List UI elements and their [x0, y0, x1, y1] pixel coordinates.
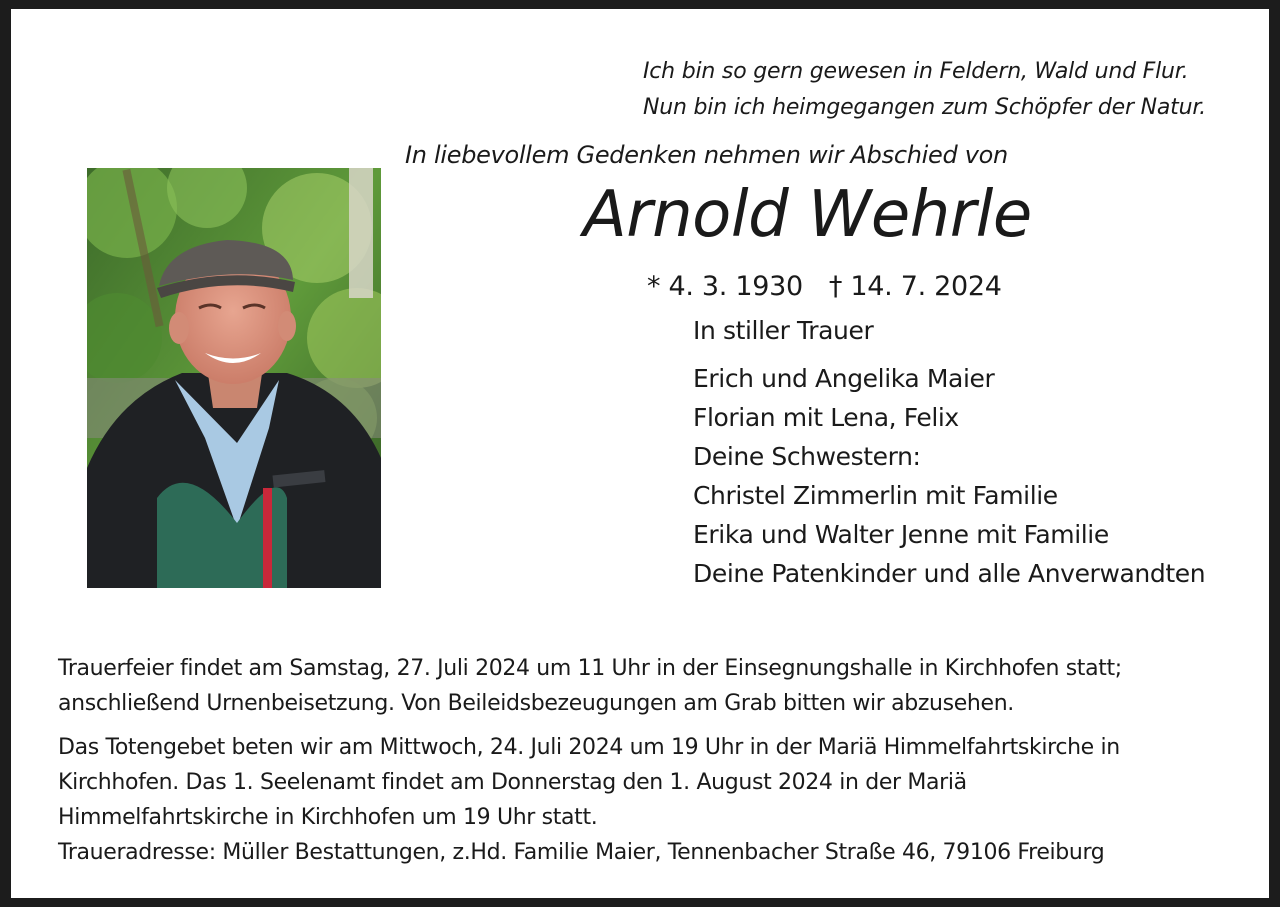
mourner-name: Florian mit Lena, Felix	[693, 403, 959, 432]
quote-line-1: Ich bin so gern gewesen in Feldern, Wald und Flur.	[643, 59, 1189, 84]
prayer-text-line: Kirchhofen. Das 1. Seelenamt findet am Donnerstag den 1. August 2024 in der Mariä	[58, 770, 967, 795]
portrait-photo	[87, 168, 381, 588]
death-date: † 14. 7. 2024	[828, 271, 1002, 302]
ceremony-text-line: Trauerfeier findet am Samstag, 27. Juli 2024 um 11 Uhr in der Einsegnungshalle in Kirchhofen statt;	[58, 656, 1122, 681]
mourner-name: Deine Schwestern:	[693, 442, 921, 471]
birth-date: * 4. 3. 1930	[647, 271, 803, 302]
quote-line-2: Nun bin ich heimgegangen zum Schöpfer der Natur.	[643, 95, 1206, 120]
mourner-name: Erika und Walter Jenne mit Familie	[693, 520, 1109, 549]
prayer-text-line: Himmelfahrtskirche in Kirchhofen um 19 Uhr statt.	[58, 805, 598, 830]
intro-text: In liebevollem Gedenken nehmen wir Abschied von	[405, 141, 1008, 169]
mourner-name: Deine Patenkinder und alle Anverwandten	[693, 559, 1206, 588]
life-dates	[647, 271, 1002, 303]
prayer-text-line: Das Totengebet beten wir am Mittwoch, 24. Juli 2024 um 19 Uhr in der Mariä Himmelfahrtskirche in	[58, 735, 1120, 760]
mourner-name: Christel Zimmerlin mit Familie	[693, 481, 1058, 510]
ceremony-text-line: anschließend Urnenbeisetzung. Von Beileidsbezeugungen am Grab bitten wir abzusehen.	[58, 691, 1014, 716]
mourners-heading: In stiller Trauer	[693, 316, 874, 345]
deceased-name: Arnold Wehrle	[583, 178, 1032, 252]
mourning-address: Traueradresse: Müller Bestattungen, z.Hd. Familie Maier, Tennenbacher Straße 46, 79106 Freiburg	[58, 840, 1105, 865]
mourner-name: Erich und Angelika Maier	[693, 364, 995, 393]
